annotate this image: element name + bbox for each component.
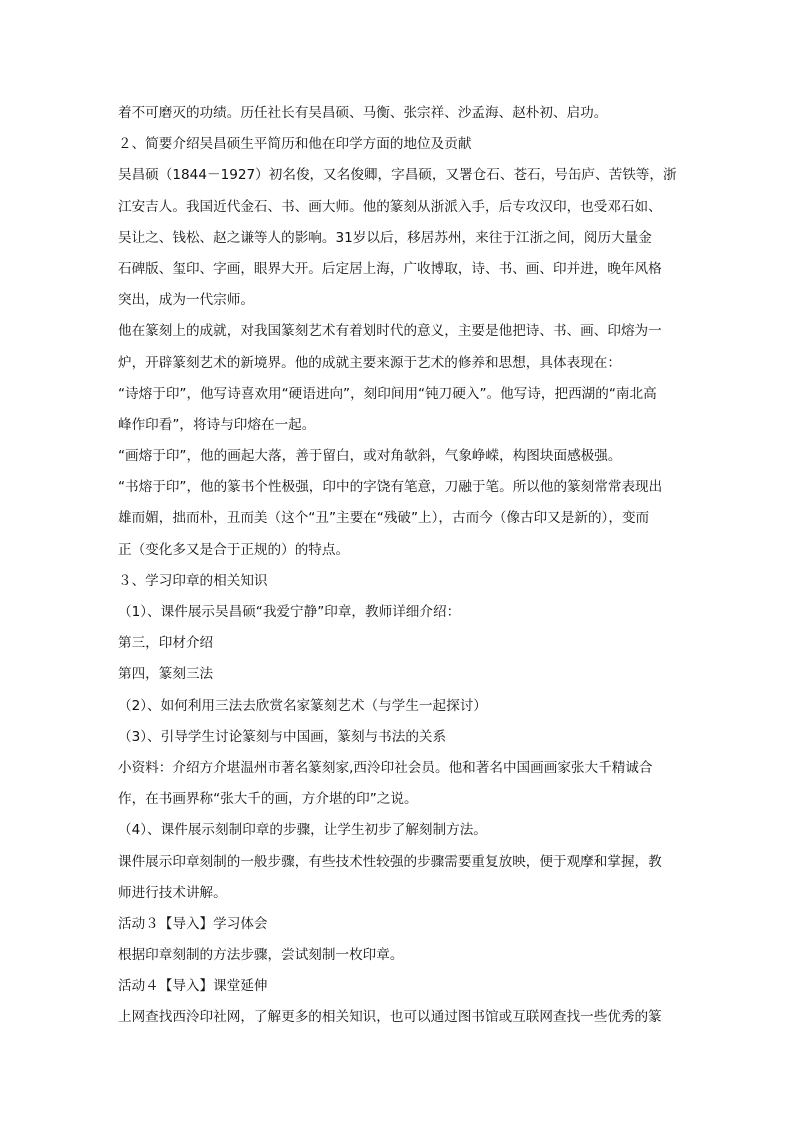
document-body [118, 98, 678, 1034]
section-heading: ３、学习印章的相关知识 [118, 572, 268, 589]
text-line: 作，在书画界称“张大千的画，方介堪的印”之说。 [118, 791, 418, 808]
text-line: 他在篆刻上的成就，对我国篆刻艺术有着划时代的意义，主要是他把诗、书、画、印熔为一 [118, 323, 662, 340]
text-line: 江安吉人。我国近代金石、书、画大师。他的篆刻从浙派入手，后专攻汉印，也受邓石如、 [118, 198, 662, 215]
text-line: 第四，篆刻三法 [118, 666, 214, 683]
text-line: 师进行技术讲解。 [118, 884, 227, 901]
text-line: 小资料：介绍方介堪温州市著名篆刻家,西泠印社会员。他和著名中国画画家张大千精诚合 [118, 759, 653, 776]
text-line: （4）、课件展示刻制印章的步骤，让学生初步了解刻制方法。 [118, 822, 487, 839]
text-line: 突出，成为一代宗师。 [118, 292, 254, 309]
activity-heading: 活动４【导入】课堂延伸 [118, 978, 268, 995]
text-line: （3）、引导学生讨论篆刻与中国画，篆刻与书法的关系 [118, 728, 447, 745]
activity-heading: 活动３【导入】学习体会 [118, 915, 268, 932]
text-line: 正（变化多又是合于正规的）的特点。 [118, 541, 350, 558]
text-line: 根据印章刻制的方法步骤，尝试刻制一枚印章。 [118, 947, 404, 964]
text-line: “书熔于印”，他的篆书个性极强，印中的字饶有笔意，刀融于笔。所以他的篆刻常常表现出 [118, 479, 663, 496]
text-line: “诗熔于印”，他写诗喜欢用“硬语进向”，刻印间用“钝刀硬入”。他写诗，把西湖的“南北高 [118, 385, 657, 402]
text-line: 雄而媚，拙而朴，丑而美（这个“丑”主要在“残破”上），古而今（像古印又是新的），变而 [118, 510, 650, 527]
text-line: “画熔于印”，他的画起大落，善于留白，或对角欹斜，气象峥嵘，构图块面感极强。 [118, 448, 622, 465]
text-line: 课件展示印章刻制的一般步骤，有些技术性较强的步骤需要重复放映，便于观摩和掌握，教 [118, 853, 662, 870]
text-line: 石碑版、玺印、字画，眼界大开。后定居上海，广收博取，诗、书、画、印并进，晚年风格 [118, 260, 662, 277]
text-line: 吴让之、钱松、赵之谦等人的影响。31岁以后，移居苏州，来往于江浙之间，阅历大量金 [118, 229, 652, 246]
text-line: （1）、课件展示吴昌硕“我爱宁静”印章，教师详细介绍： [118, 604, 461, 620]
text-line: 第三，印材介绍 [118, 635, 214, 652]
text-line: 着不可磨灭的功绩。历任社长有吴昌硕、马衡、张宗祥、沙孟海、赵朴初、启功。 [118, 105, 608, 121]
text-line: （2）、如何利用三法去欣赏名家篆刻艺术（与学生一起探讨） [118, 697, 487, 714]
text-line: 吴昌硕（1844－1927）初名俊，又名俊卿，字昌硕，又署仓石、苍石，号缶庐、苦铁等，浙 [118, 167, 677, 184]
text-line: 炉，开辟篆刻艺术的新境界。他的成就主要来源于艺术的修养和思想，具体表现在： [118, 354, 621, 371]
text-line: 峰作印看”，将诗与印熔在一起。 [118, 416, 316, 433]
text-line: 上网查找西泠印社网，了解更多的相关知识，也可以通过图书馆或互联网查找一些优秀的篆 [118, 1009, 662, 1026]
section-heading: ２、简要介绍吴昌硕生平简历和他在印学方面的地位及贡献 [118, 136, 472, 153]
